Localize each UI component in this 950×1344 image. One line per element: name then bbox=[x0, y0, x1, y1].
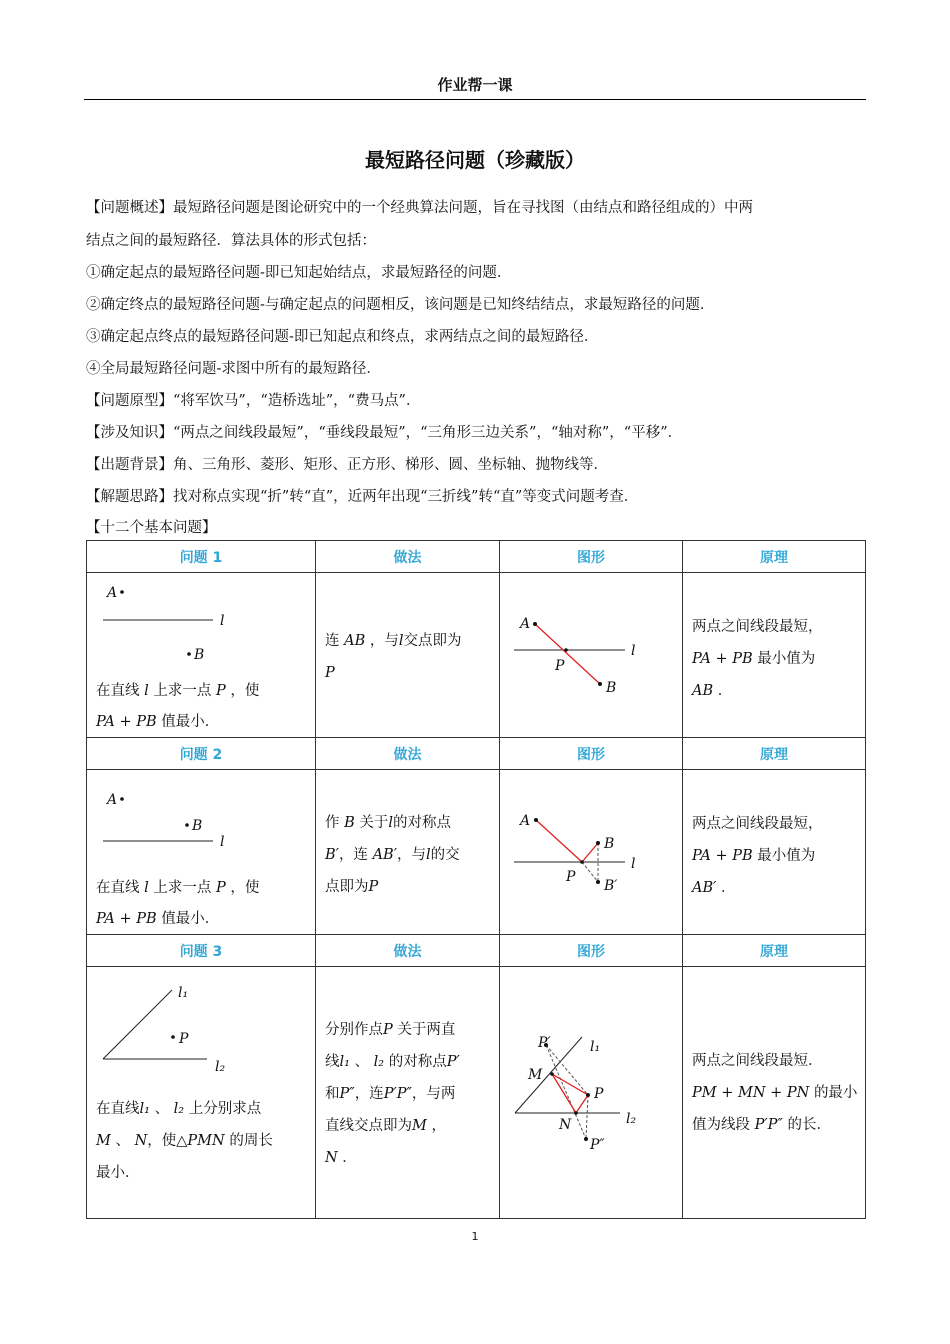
point-A-dot bbox=[120, 797, 124, 801]
point-P-dot bbox=[586, 1093, 590, 1097]
point-B1-label: B′ bbox=[604, 878, 618, 894]
overview-line-1: 【问题概述】最短路径问题是图论研究中的一个经典算法问题，旨在寻找图（由结点和路径组成的）中两 bbox=[86, 200, 753, 216]
problem-2-sketch bbox=[87, 770, 314, 870]
problem-background: 【出题背景】角、三角形、菱形、矩形、正方形、梯形、圆、坐标轴、抛物线等． bbox=[86, 457, 608, 473]
point-B-label: B bbox=[192, 818, 203, 834]
problem-1-goal: PA + PB 值最小． bbox=[96, 714, 220, 730]
problem-3-question: 在直线l₁ 、 l₂ 上分别求点 bbox=[96, 1101, 262, 1117]
problem-2-principle: 两点之间线段最短， PA + PB 最小值为 AB′ ． bbox=[692, 816, 823, 896]
point-P-dot bbox=[580, 860, 584, 864]
point-B-dot bbox=[598, 682, 602, 686]
point-B-label: B bbox=[604, 836, 615, 852]
problem-2-goal: PA + PB 值最小． bbox=[96, 911, 220, 927]
problem-2-figure bbox=[500, 770, 682, 934]
line-l2-label: l₂ bbox=[215, 1059, 226, 1075]
problem-1-header: 问题 1 bbox=[87, 541, 316, 573]
point-A-dot bbox=[533, 622, 537, 626]
point-P1-label: P′ bbox=[538, 1035, 551, 1051]
point-P2-dot bbox=[584, 1137, 588, 1141]
triangle-PMN bbox=[552, 1074, 588, 1113]
line-l2-label: l₂ bbox=[626, 1111, 637, 1127]
problem-2-question: 在直线 l 上求一点 P ，使 bbox=[96, 880, 260, 896]
point-P-label: P bbox=[594, 1086, 604, 1102]
point-N-label: N bbox=[559, 1117, 572, 1133]
point-B1-dot bbox=[596, 880, 600, 884]
form-item-2: ②确定终点的最短路径问题-与确定起点的问题相反，该问题是已知终结结点，求最短路径的问题． bbox=[86, 297, 715, 313]
point-N-dot bbox=[574, 1111, 578, 1115]
point-P-label: P bbox=[555, 658, 565, 674]
principle-header: 原理 bbox=[683, 738, 866, 770]
segment-AP bbox=[536, 820, 582, 862]
form-item-1: ①确定起点的最短路径问题-即已知起始结点，求最短路径的问题． bbox=[86, 265, 512, 281]
header-divider bbox=[84, 99, 866, 100]
method-header: 做法 bbox=[316, 738, 500, 770]
table-header-row bbox=[87, 541, 866, 573]
problem-2-header: 问题 2 bbox=[87, 738, 316, 770]
table-row bbox=[87, 573, 866, 738]
principle-header: 原理 bbox=[683, 541, 866, 573]
problem-3-method: 分别作点P 关于两直 线l₁ 、 l₂ 的对称点P′ 和P″，连P′P″，与两 直线交点即为M ， N ． bbox=[325, 1022, 460, 1166]
line-l-label: l bbox=[631, 856, 636, 872]
problem-2-method: 作 B 关于l的对称点 B′，连 AB′，与l的交 点即为P bbox=[325, 815, 460, 895]
page-header: 作业帮一课 bbox=[437, 76, 513, 94]
line-l-label: l bbox=[220, 834, 225, 850]
form-item-4: ④全局最短路径问题-求图中所有的最短路径． bbox=[86, 361, 381, 377]
overview-line-2: 结点之间的最短路径．算法具体的形式包括： bbox=[86, 233, 376, 249]
point-M-dot bbox=[550, 1072, 554, 1076]
problem-1-figure bbox=[500, 573, 682, 737]
figure-header: 图形 bbox=[500, 738, 683, 770]
point-P2-label: P″ bbox=[590, 1137, 605, 1153]
problem-1-method: 连 AB ，与l交点即为 P bbox=[325, 633, 462, 681]
method-header: 做法 bbox=[316, 935, 500, 967]
table-row bbox=[87, 967, 866, 1219]
segment-PB bbox=[582, 843, 598, 862]
point-M-label: M bbox=[528, 1067, 543, 1083]
figure-header: 图形 bbox=[500, 935, 683, 967]
problem-3-principle: 两点之间线段最短． PM + MN + PN 的最小 值为线段 P′P″ 的长． bbox=[692, 1053, 858, 1133]
problem-3-statement: l₁ P l₂ 在直线l₁ 、 l₂ 上分别求点 M 、 N，使△PMN 的周长 最小． bbox=[87, 967, 315, 1218]
segment-AB bbox=[535, 624, 600, 684]
point-A-dot bbox=[120, 590, 124, 594]
form-item-3: ③确定起点终点的最短路径问题-即已知起点和终点，求两结点之间的最短路径． bbox=[86, 329, 599, 345]
line-l-label: l bbox=[220, 613, 225, 629]
table-header-row bbox=[87, 935, 866, 967]
point-P-label: P bbox=[179, 1031, 189, 1047]
problems-table bbox=[86, 540, 866, 1219]
segment-PP2 bbox=[586, 1095, 588, 1139]
point-P-dot bbox=[171, 1035, 175, 1039]
segment-PB1 bbox=[582, 862, 598, 882]
related-knowledge: 【涉及知识】“两点之间线段最短”，“垂线段最短”，“三角形三边关系”，“轴对称”，“平移”． bbox=[86, 425, 683, 441]
point-B-dot bbox=[596, 841, 600, 845]
point-P-dot bbox=[564, 648, 568, 652]
line-l1-label: l₁ bbox=[590, 1039, 601, 1055]
point-B-label: B bbox=[606, 680, 617, 696]
principle-header: 原理 bbox=[683, 935, 866, 967]
solving-approach: 【解题思路】找对称点实现“折”转“直”，近两年出现“三折线”转“直”等变式问题考查． bbox=[86, 489, 639, 505]
line-l1 bbox=[103, 990, 172, 1059]
section-heading: 【十二个基本问题】 bbox=[86, 520, 217, 536]
point-A-dot bbox=[534, 818, 538, 822]
table-row bbox=[87, 770, 866, 935]
problem-prototype: 【问题原型】“将军饮马”，“造桥选址”，“费马点”． bbox=[86, 393, 421, 409]
problem-3-sketch bbox=[87, 967, 314, 1087]
point-A-label: A bbox=[107, 585, 118, 601]
point-P-label: P bbox=[566, 869, 576, 885]
problem-1-question: 在直线 l 上求一点 P ，使 bbox=[96, 683, 260, 699]
page-number: 1 bbox=[471, 1230, 479, 1243]
method-header: 做法 bbox=[316, 541, 500, 573]
page-title: 最短路径问题（珍藏版） bbox=[365, 148, 585, 172]
line-l1-label: l₁ bbox=[178, 985, 189, 1001]
problem-2-statement bbox=[87, 770, 315, 934]
problem-3-header: 问题 3 bbox=[87, 935, 316, 967]
table-header-row bbox=[87, 738, 866, 770]
problem-3-figure bbox=[500, 967, 682, 1218]
point-A-label: A bbox=[107, 792, 118, 808]
figure-header: 图形 bbox=[500, 541, 683, 573]
problem-1-statement bbox=[87, 573, 315, 737]
point-A-label: A bbox=[520, 616, 531, 632]
point-A-label: A bbox=[520, 813, 531, 829]
point-B-label: B bbox=[194, 647, 205, 663]
line-l-label: l bbox=[631, 643, 636, 659]
point-B-dot bbox=[187, 652, 191, 656]
problem-1-principle: 两点之间线段最短， PA + PB 最小值为 AB ． bbox=[692, 619, 823, 699]
point-B-dot bbox=[185, 823, 189, 827]
problem-1-sketch bbox=[87, 573, 314, 673]
